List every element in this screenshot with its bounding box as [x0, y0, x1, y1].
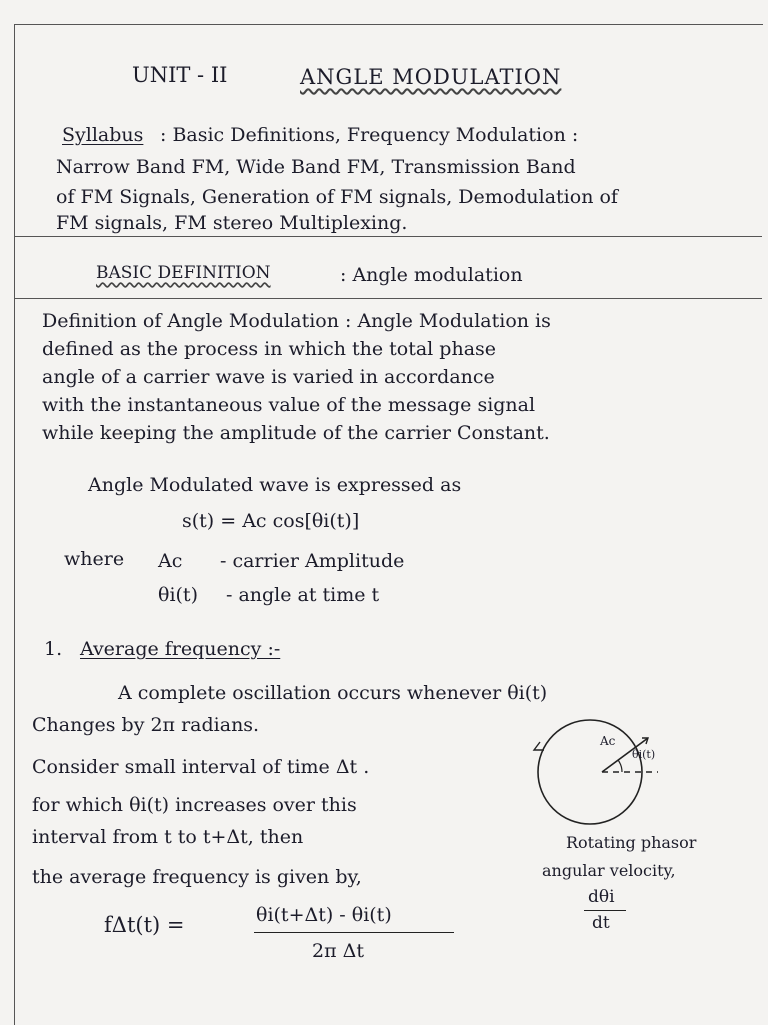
angle-label: θi(t) — [632, 748, 656, 761]
body-line: A complete oscillation occurs whenever θi(t) — [118, 682, 548, 704]
syllabus-line: Narrow Band FM, Wide Band FM, Transmission Band — [56, 156, 576, 178]
where-symbol: Ac — [158, 550, 183, 572]
section-heading: BASIC DEFINITION — [96, 263, 271, 283]
section-heading: Average frequency :- — [80, 638, 281, 660]
body-line: the average frequency is given by, — [32, 866, 362, 888]
body-line: Consider small interval of time Δt . — [32, 756, 370, 778]
syllabus-line: FM signals, FM stereo Multiplexing. — [56, 212, 408, 234]
divider-line — [14, 298, 762, 299]
body-line: Changes by 2π radians. — [32, 714, 260, 736]
formula-lhs: fΔt(t) = — [104, 913, 185, 937]
fraction-bar — [254, 932, 454, 933]
definition-line: with the instantaneous value of the message signal — [42, 394, 536, 416]
where-symbol: θi(t) — [158, 584, 198, 606]
syllabus-label: Syllabus — [62, 124, 144, 146]
body-line: for which θi(t) increases over this — [32, 794, 357, 816]
definition-line: Definition of Angle Modulation : Angle Modulation is — [42, 310, 551, 332]
derivative-bar — [584, 910, 626, 911]
definition-line: defined as the process in which the total phase — [42, 338, 497, 360]
where-desc: - angle at time t — [226, 584, 380, 606]
phasor-label: Ac — [600, 734, 616, 748]
page-title: ANGLE MODULATION — [300, 65, 562, 89]
definition-line: while keeping the amplitude of the carrier Constant. — [42, 422, 550, 444]
unit-label: UNIT - II — [132, 63, 228, 87]
equation: s(t) = Ac cos[θi(t)] — [182, 510, 360, 532]
divider-line — [14, 236, 762, 237]
formula-numerator: θi(t+Δt) - θi(t) — [256, 904, 392, 926]
body-line: interval from t to t+Δt, then — [32, 826, 304, 848]
syllabus-line: : Basic Definitions, Frequency Modulation : — [160, 124, 579, 146]
formula-denominator: 2π Δt — [312, 940, 364, 962]
section-subheading: : Angle modulation — [340, 264, 523, 286]
diagram-caption: angular velocity, — [542, 861, 676, 880]
where-label: where — [64, 548, 125, 570]
syllabus-line: of FM Signals, Generation of FM signals, Demodulation of — [56, 186, 618, 208]
where-desc: - carrier Amplitude — [220, 550, 405, 572]
expressed-text: Angle Modulated wave is expressed as — [88, 474, 462, 496]
derivative-numerator: dθi — [588, 887, 615, 907]
definition-line: angle of a carrier wave is varied in accordance — [42, 366, 495, 388]
derivative-denominator: dt — [592, 913, 610, 933]
diagram-caption: Rotating phasor — [566, 833, 697, 852]
section-number: 1. — [44, 638, 63, 660]
